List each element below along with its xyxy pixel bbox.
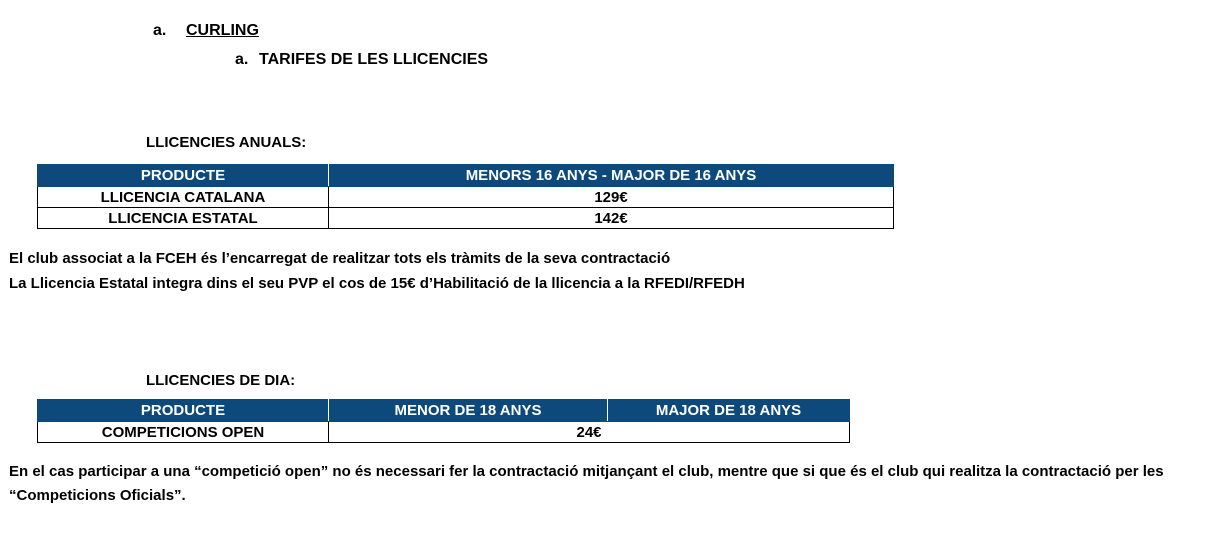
table-row (38, 208, 894, 229)
annual-licences-table (37, 164, 894, 229)
table-header-row (38, 400, 850, 422)
section-heading-curling (153, 22, 259, 40)
column-header-over-18: MAJOR DE 18 ANYS (608, 400, 850, 422)
price-cell: 142€ (329, 208, 894, 229)
column-header-age-range: MENORS 16 ANYS - MAJOR DE 16 ANYS (329, 165, 894, 187)
table-row (38, 422, 850, 443)
column-header-product: PRODUCTE (38, 400, 329, 422)
table-row (38, 187, 894, 208)
price-cell: 24€ (329, 422, 850, 443)
price-cell: 129€ (329, 187, 894, 208)
subsection-heading-tariffs (235, 51, 488, 69)
subsection-title: TARIFES DE LES LLICENCIES (259, 51, 489, 68)
list-marker: a. (235, 51, 249, 68)
annual-note-2: La Llicencia Estatal integra dins el seu PVP el cos de 15€ d’Habilitació de la llicencia a la RFEDI/RFEDH (9, 275, 745, 292)
section-title: CURLING (186, 22, 259, 39)
product-cell: COMPETICIONS OPEN (38, 422, 329, 443)
table-header-row (38, 165, 894, 187)
list-marker: a. (153, 22, 167, 39)
daily-licences-heading: LLICENCIES DE DIA: (146, 372, 296, 389)
product-cell: LLICENCIA CATALANA (38, 187, 329, 208)
column-header-under-18: MENOR DE 18 ANYS (329, 400, 608, 422)
daily-licences-table (37, 399, 850, 443)
daily-note: En el cas participar a una “competició open” no és necessari fer la contractació mitjançant el club, mentre que si que és el club qui realitza la contractació per les “Competicions Oficials”. (9, 463, 1164, 504)
product-cell: LLICENCIA ESTATAL (38, 208, 329, 229)
annual-licences-heading: LLICENCIES ANUALS: (146, 134, 307, 151)
column-header-product: PRODUCTE (38, 165, 329, 187)
annual-note-1: El club associat a la FCEH és l’encarregat de realitzar tots els tràmits de la seva contractació (9, 250, 671, 267)
